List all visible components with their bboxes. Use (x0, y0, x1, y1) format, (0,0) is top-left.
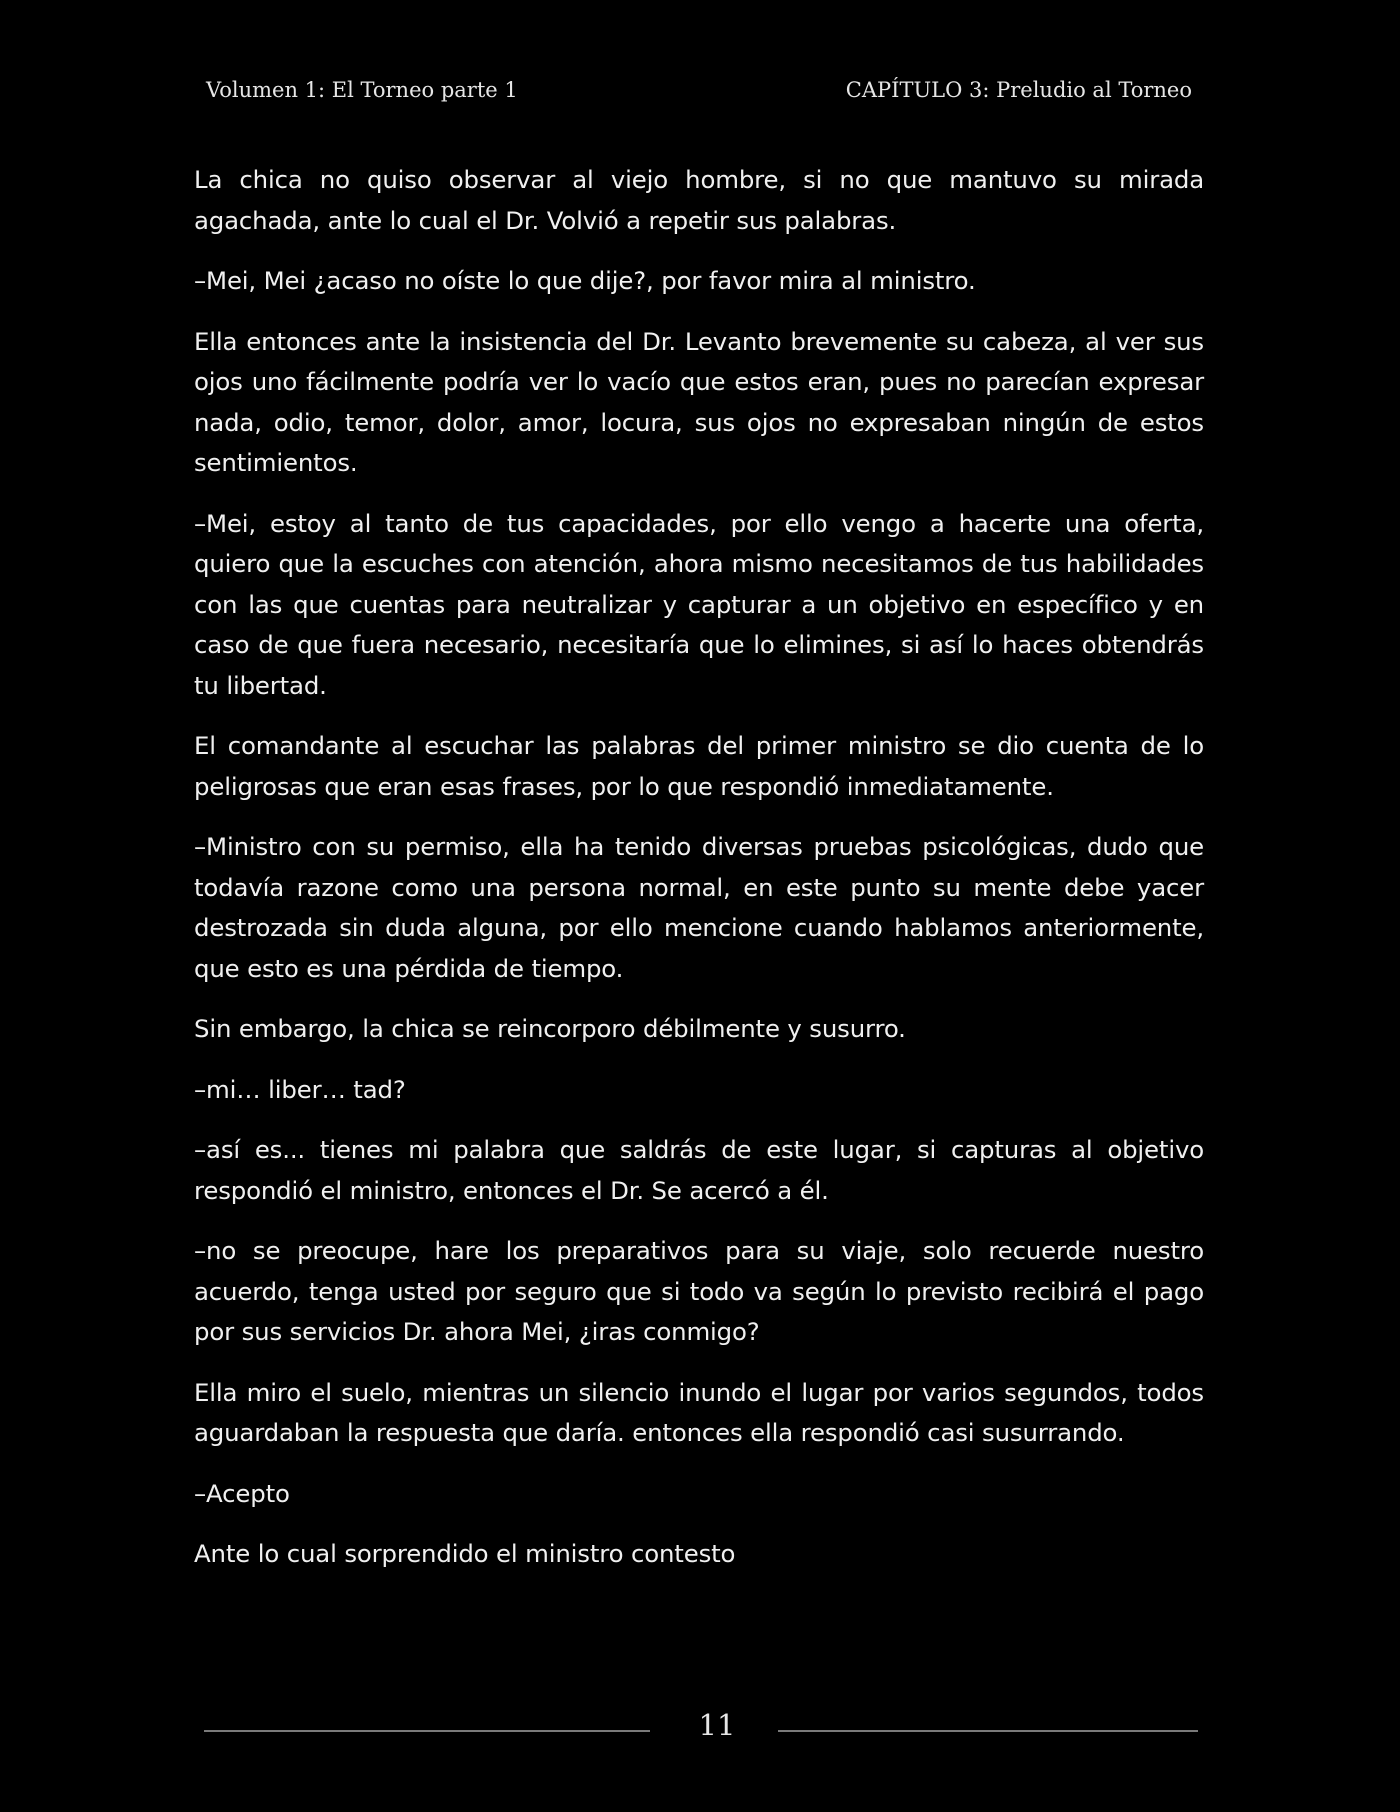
chapter-body (194, 160, 1204, 1595)
paragraph: –mi… liber… tad? (194, 1074, 406, 1104)
volume-title: Volumen 1: El Torneo parte 1 (206, 78, 518, 102)
paragraph: –Mei, estoy al tanto de tus capacidades, por ello vengo a hacerte una oferta, quiero que la escuches con atención, ahora mismo necesitamos de tus habilidades con las que cuentas para neutralizar y capturar a un objetivo en específico y en caso de que fuera necesario, necesitaría que lo elimines, si así lo haces obtendrás tu libertad. (194, 508, 1204, 700)
paragraph: –Ministro con su permiso, ella ha tenido diversas pruebas psicológicas, dudo que todavía razone como una persona normal, en este punto su mente debe yacer destrozada sin duda alguna, por ello mencione cuando hablamos anteriormente, que esto es una pérdida de tiempo. (194, 832, 1204, 983)
footer-rule-left (204, 1730, 650, 1732)
page-footer (204, 1708, 1198, 1754)
footer-rule-right (778, 1730, 1198, 1732)
running-header (206, 78, 1192, 112)
paragraph: Ella entonces ante la insistencia del Dr. Levanto brevemente su cabeza, al ver sus ojos uno fácilmente podría ver lo vacío que estos eran, pues no parecían expresar nada, odio, temor, dolor, amor, locura, sus ojos no expresaban ningún de estos sentimientos. (194, 326, 1204, 477)
paragraph: Ella miro el suelo, mientras un silencio inundo el lugar por varios segundos, todos aguardaban la respuesta que daría. entonces ella respondió casi susurrando. (194, 1377, 1204, 1447)
paragraph: La chica no quiso observar al viejo hombre, si no que mantuvo su mirada agachada, ante lo cual el Dr. Volvió a repetir sus palabras. (194, 165, 1204, 235)
paragraph: Ante lo cual sorprendido el ministro contesto (194, 1539, 736, 1568)
paragraph: –no se preocupe, hare los preparativos para su viaje, solo recuerde nuestro acuerdo, tenga usted por seguro que si todo va según lo previsto recibirá el pago por sus servicios Dr. ahora Mei, ¿iras conmigo? (194, 1236, 1204, 1346)
paragraph: –Mei, Mei ¿acaso no oíste lo que dije?, por favor mira al ministro. (194, 266, 976, 295)
paragraph: Sin embargo, la chica se reincorporo débilmente y susurro. (194, 1014, 906, 1043)
chapter-title: CAPÍTULO 3: Preludio al Torneo (845, 78, 1192, 102)
paragraph: El comandante al escuchar las palabras del primer ministro se dio cuenta de lo peligrosas que eran esas frases, por lo que respondió inmediatamente. (194, 731, 1204, 801)
paragraph: –Acepto (194, 1478, 290, 1508)
paragraph: –así es... tienes mi palabra que saldrás de este lugar, si capturas al objetivo respondió el ministro, entonces el Dr. Se acercó a él. (194, 1135, 1204, 1205)
page-number: 11 (698, 1708, 736, 1742)
